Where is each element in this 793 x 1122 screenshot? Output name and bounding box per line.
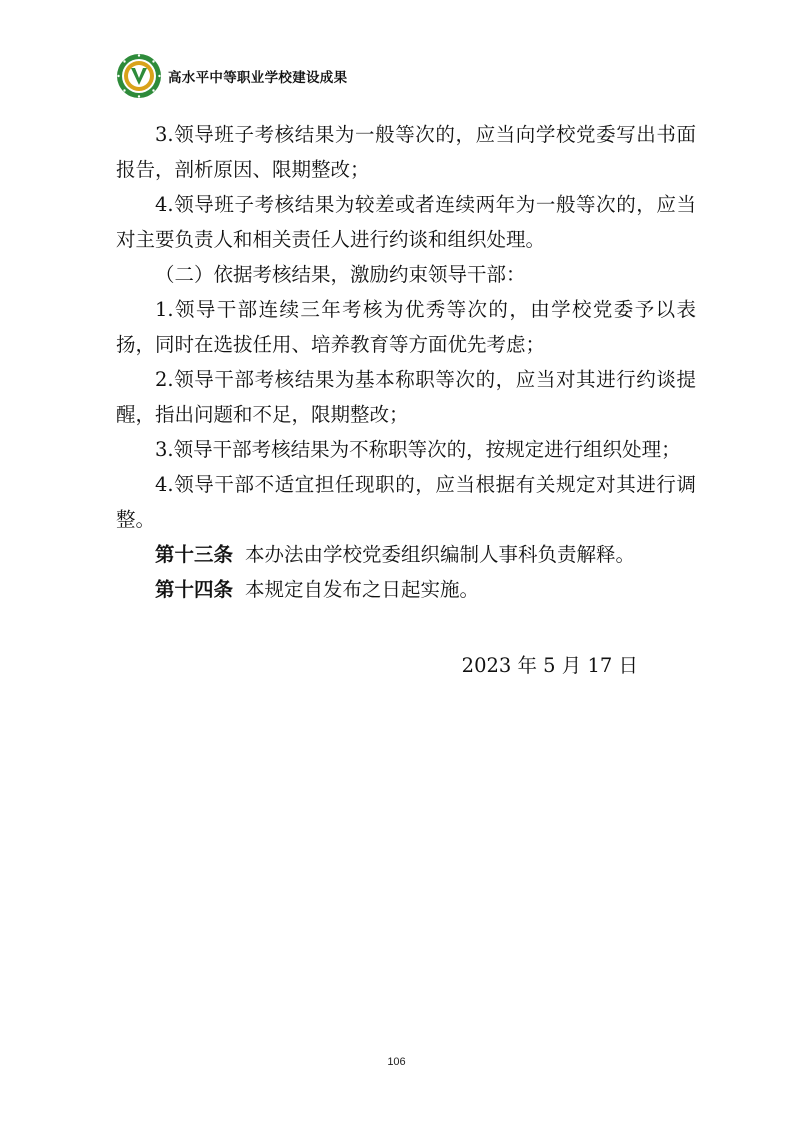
school-logo-icon [116, 53, 162, 99]
paragraph-item-4-interview: 4.领导班子考核结果为较差或者连续两年为一般等次的，应当对主要负责人和相关责任人进行约谈和组织处理。 [116, 193, 696, 251]
article-13-text: 本办法由学校党委组织编制人事科负责解释。 [245, 543, 636, 566]
document-date: 2023 年 5 月 17 日 [461, 654, 638, 677]
article-14-text: 本规定自发布之日起实施。 [245, 578, 480, 601]
article-14-heading: 第十四条 [155, 578, 234, 601]
header-title: 高水平中等职业学校建设成果 [168, 70, 348, 86]
document-body [116, 117, 696, 607]
article-13 [116, 537, 696, 572]
paragraph-item-3-handling: 3.领导干部考核结果为不称职等次的，按规定进行组织处理； [155, 438, 681, 461]
page-header [116, 52, 347, 100]
article-13-heading: 第十三条 [155, 543, 234, 566]
paragraph-item-4-adjustment: 4.领导干部不适宜担任现职的，应当根据有关规定对其进行调整。 [116, 473, 696, 531]
page-number: 106 [387, 1056, 406, 1068]
paragraph-item-3-report: 3.领导班子考核结果为一般等次的，应当向学校党委写出书面报告，剖析原因、限期整改； [116, 123, 696, 181]
article-14 [116, 572, 696, 607]
paragraph-item-1-praise: 1.领导干部连续三年考核为优秀等次的，由学校党委予以表扬，同时在选拔任用、培养教育等方面优先考虑； [116, 298, 696, 356]
paragraph-item-2-reminder: 2.领导干部考核结果为基本称职等次的，应当对其进行约谈提醒，指出问题和不足，限期整改； [116, 368, 696, 426]
section-heading-incentives: （二）依据考核结果，激励约束领导干部： [155, 263, 526, 286]
